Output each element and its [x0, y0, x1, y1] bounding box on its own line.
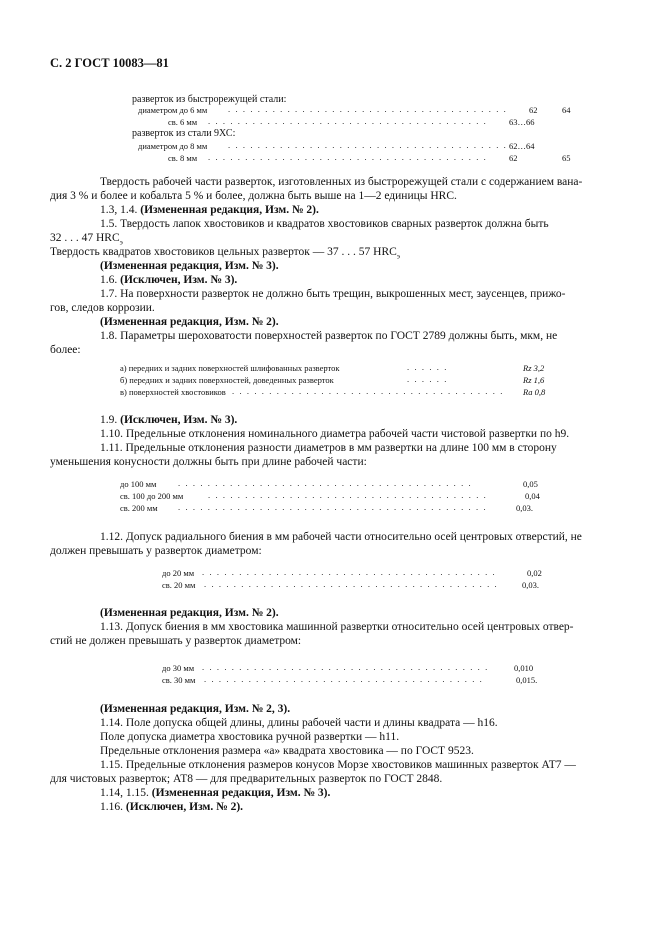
paragraph: 1.12. Допуск радиального биения в мм рабочей части относительно осей центровых отверстий, не должен превышать у разверток диаметром: [50, 531, 582, 557]
paragraph: 1.8. Параметры шероховатости поверхностей разверток по ГОСТ 2789 должны быть, мкм, не более: [50, 330, 558, 356]
paragraph: 1.15. Предельные отклонения размеров конусов Морзе хвостовиков машинных разверток АТ7 — для чистовых разверток; АТ8 — для предварительных разверток по ГОСТ 2848. [50, 759, 576, 785]
excluded-line: 1.16. (Исключен, Изм. № 2). [100, 801, 244, 813]
row-label: св. 6 мм [168, 117, 198, 127]
row-label: диаметром до 8 мм [138, 141, 208, 151]
x9-title: разверток из стали 9ХС: [132, 128, 236, 139]
hss-title: разверток из быстрорежущей стали: [132, 94, 287, 105]
dot-leader: . . . . . . . . . . . . . . . . . . . . . . . . . . . . . . . . . . . . . [232, 386, 504, 396]
runout-row: св. 20 мм . . . . . . . . . . . . . . . . . . . . . . . . . . . . . . . . . . . . . . . . 0,03. [162, 579, 539, 590]
paragraph: Твердость рабочей части разверток, изготовленных из быстрорежущей стали с содержанием вана- дия 3 % и более и кобальта 5 % и более, должна быть выше на 1—2 единицы HRC. [50, 176, 583, 202]
row-value: 62…64 [509, 141, 535, 151]
dot-leader: . . . . . . . . . . . . . . . . . . . . . . . . . . . . . . . . . . . . . . [208, 152, 488, 162]
row-label: св. 8 мм [168, 153, 198, 163]
taper-row: до 100 мм . . . . . . . . . . . . . . . . . . . . . . . . . . . . . . . . . . . . . . . . 0,05 [120, 478, 538, 489]
excluded-line: 1.6. (Исключен, Изм. № 3). [100, 274, 238, 286]
hss-row [138, 104, 578, 116]
paragraph: 1.7. На поверхности разверток не должно быть трещин, выкрошенных мест, заусенцев, прижо- гов, следов коррозии. [50, 288, 566, 314]
dot-leader: . . . . . . . . . . . . . . . . . . . . . . . . . . . . . . . . . . . . . . [208, 490, 488, 500]
row-value: 62 [529, 105, 538, 115]
roughness-row: а) передних и задних поверхностей шлифованных разверток . . . . . . Rz 3,2 [120, 362, 545, 373]
x9-row [168, 152, 588, 164]
dot-leader: . . . . . . [407, 374, 448, 384]
dot-leader: . . . . . . . . . . . . . . . . . . . . . . . . . . . . . . . . . . . . . . . . [202, 567, 497, 577]
row-value: 63…66 [509, 117, 535, 127]
dot-leader: . . . . . . . . . . . . . . . . . . . . . . . . . . . . . . . . . . . . . . [228, 140, 508, 150]
amendment-line: 1.3, 1.4. (Измененная редакция, Изм. № 2). [100, 204, 319, 216]
dot-leader: . . . . . . . . . . . . . . . . . . . . . . . . . . . . . . . . . . . . . . [204, 674, 484, 684]
roughness-row: в) поверхностей хвостовиков . . . . . . . . . . . . . . . . . . . . . . . . . . . . . . . . . . . . . Ra 0,8 [120, 386, 546, 397]
amendment-note: (Измененная редакция, Изм. № 2). [100, 607, 279, 619]
runout-row: св. 30 мм . . . . . . . . . . . . . . . . . . . . . . . . . . . . . . . . . . . . . . 0,015. [162, 674, 538, 685]
dot-leader: . . . . . . . . . . . . . . . . . . . . . . . . . . . . . . . . . . . . . . [228, 104, 508, 114]
row-label: диаметром до 6 мм [138, 105, 208, 115]
dot-leader: . . . . . . . . . . . . . . . . . . . . . . . . . . . . . . . . . . . . . . [208, 116, 488, 126]
taper-row: св. 200 мм . . . . . . . . . . . . . . . . . . . . . . . . . . . . . . . . . . . . . . . . . . 0,03. [120, 502, 533, 513]
paragraph: Предельные отклонения размера «а» квадрата хвостовика — по ГОСТ 9523. [100, 745, 474, 757]
row-value: 64 [562, 105, 571, 115]
roughness-row: б) передних и задних поверхностей, доведенных разверток . . . . . . Rz 1,6 [120, 374, 545, 385]
paragraph: 1.13. Допуск биения в мм хвостовика машинной развертки относительно осей центровых отвер- стий не должен превышать у разверток диаметром: [50, 621, 574, 647]
paragraph: 1.11. Предельные отклонения разности диаметров в мм развертки на длине 100 мм в сторону уменьшения конусности должны быть при длине рабочей части: [50, 442, 557, 468]
dot-leader: . . . . . . . . . . . . . . . . . . . . . . . . . . . . . . . . . . . . . . . . . . [178, 502, 488, 512]
dot-leader: . . . . . . [407, 362, 448, 372]
row-value: 65 [562, 153, 571, 163]
excluded-line: 1.9. (Исключен, Изм. № 3). [100, 414, 238, 426]
runout-row: до 20 мм . . . . . . . . . . . . . . . . . . . . . . . . . . . . . . . . . . . . . . . . 0,02 [162, 567, 542, 578]
x9-row [138, 140, 578, 152]
amendment-note: (Измененная редакция, Изм. № 3). [100, 260, 279, 272]
dot-leader: . . . . . . . . . . . . . . . . . . . . . . . . . . . . . . . . . . . . . . . . [204, 579, 499, 589]
paragraph: 1.14. Поле допуска общей длины, длины рабочей части и длины квадрата — h16. [100, 717, 498, 729]
runout-row: до 30 мм . . . . . . . . . . . . . . . . . . . . . . . . . . . . . . . . . . . . . . . 0,010 [162, 662, 534, 673]
amendment-note: (Измененная редакция, Изм. № 2, 3). [100, 703, 291, 715]
paragraph: Твердость квадратов хвостовиков цельных разверток — 37 . . . 57 $HRC_э$ [50, 246, 401, 261]
paragraph: 1.10. Предельные отклонения номинального диаметра рабочей части чистовой развертки по h9. [100, 428, 570, 440]
page-header: С. 2 ГОСТ 10083—81 [50, 56, 169, 70]
amendment-line: 1.14, 1.15. (Измененная редакция, Изм. № 3). [100, 787, 331, 799]
dot-leader: . . . . . . . . . . . . . . . . . . . . . . . . . . . . . . . . . . . . . . . . [178, 478, 473, 488]
taper-row: св. 100 до 200 мм . . . . . . . . . . . . . . . . . . . . . . . . . . . . . . . . . . . . . . 0,04 [120, 490, 540, 501]
dot-leader: . . . . . . . . . . . . . . . . . . . . . . . . . . . . . . . . . . . . . . . [202, 662, 489, 672]
amendment-note: (Измененная редакция, Изм. № 2). [100, 316, 279, 328]
paragraph: 1.5. Твердость лапок хвостовиков и квадратов хвостовиков сварных разверток должна быть 32 . . . 47 $HRC_э$ [50, 218, 549, 247]
paragraph: Поле допуска диаметра хвостовика ручной развертки — h11. [100, 731, 400, 743]
row-value: 62 [509, 153, 518, 163]
